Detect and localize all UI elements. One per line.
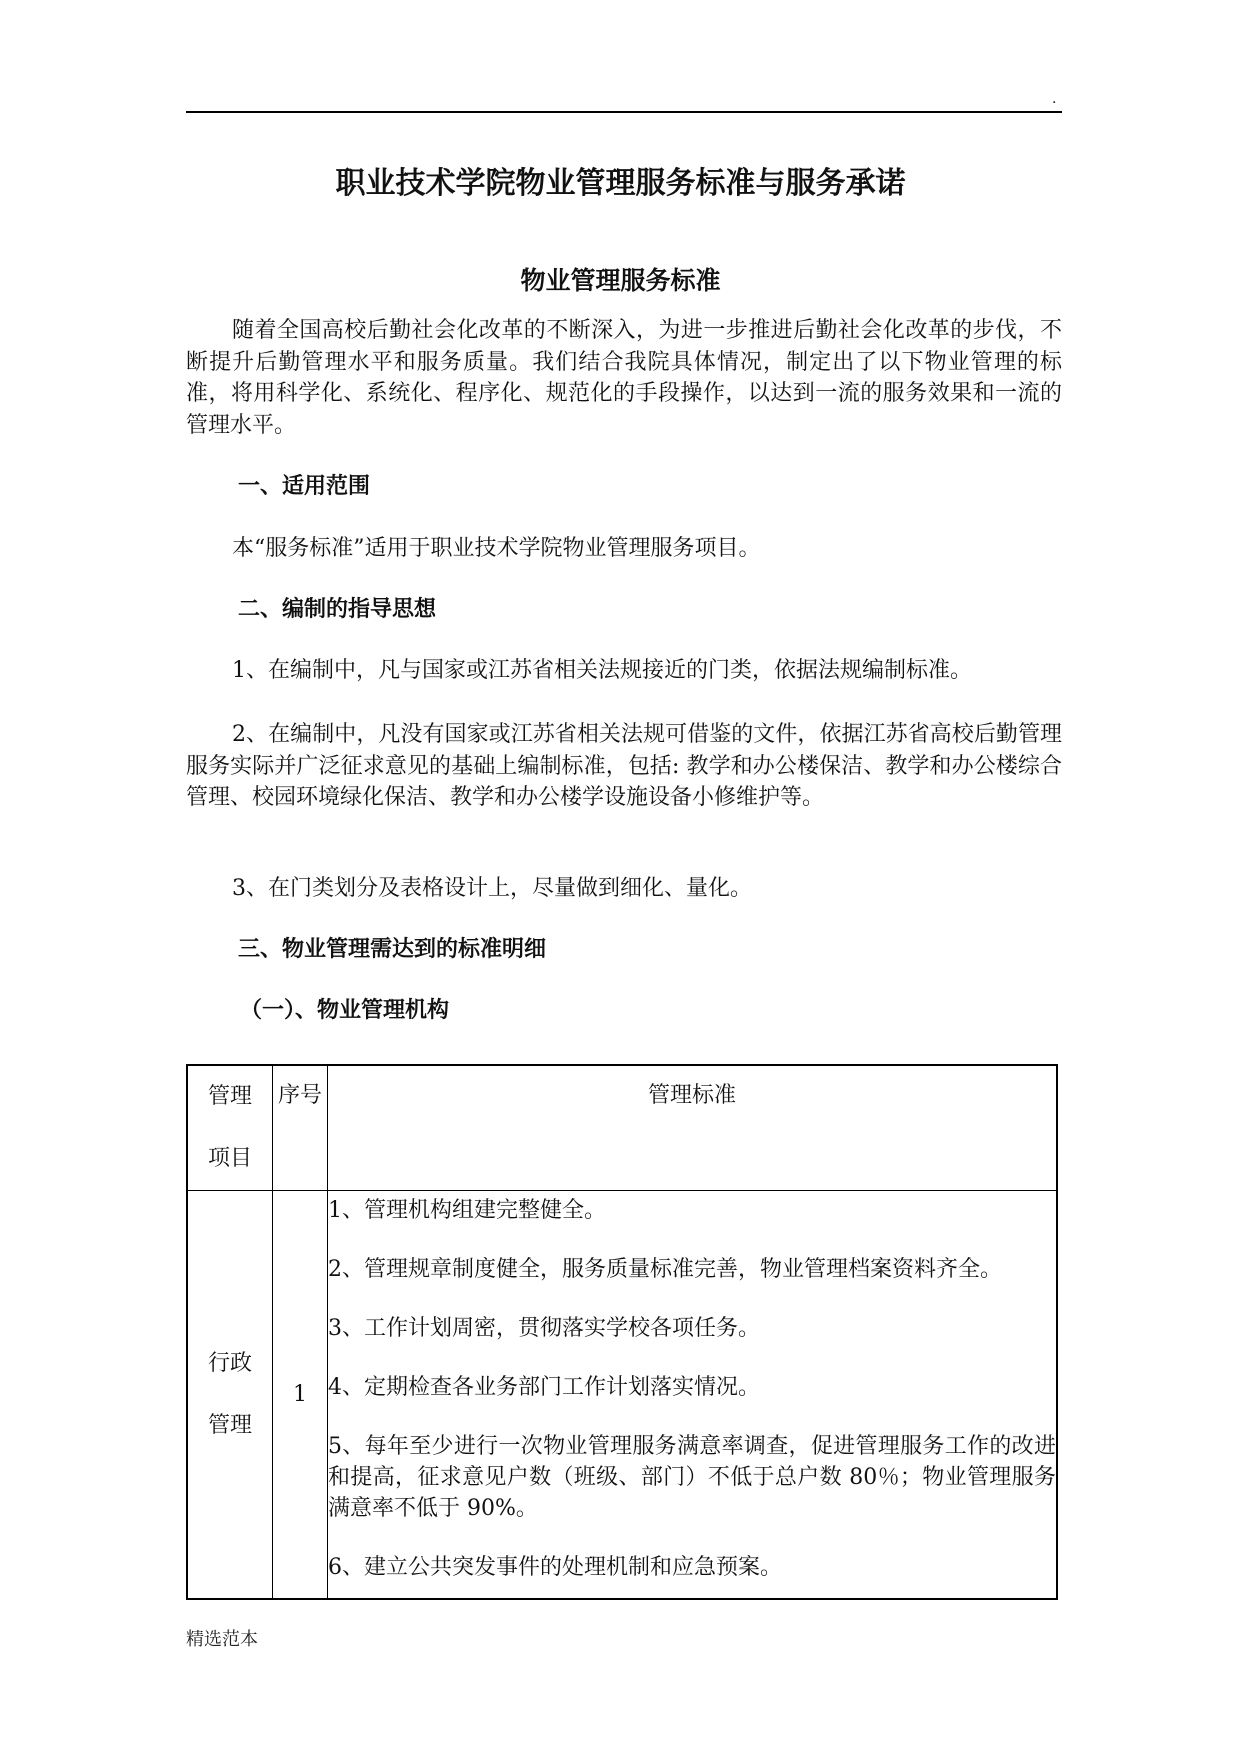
guideline-item-1: 1、在编制中，凡与国家或江苏省相关法规接近的门类，依据法规编制标准。 <box>232 658 972 683</box>
section-title: 物业管理服务标准 <box>520 266 721 295</box>
row-seq: 1 <box>273 1191 328 1600</box>
standards-table <box>186 1064 1058 1600</box>
document-title: 职业技术学院物业管理服务标准与服务承诺 <box>335 166 906 201</box>
standard-line: 2、管理规章制度健全，服务质量标准完善，物业管理档案资料齐全。 <box>328 1257 1002 1282</box>
subheading-management-org: （一）、物业管理机构 <box>240 998 450 1023</box>
standard-line: 5、每年至少进行一次物业管理服务满意率调查，促进管理服务工作的改进和提高，征求意见户数（班级、部门）不低于总户数 80％；物业管理服务满意率不低于 90%。 <box>328 1434 1056 1521</box>
row-item <box>187 1191 273 1600</box>
row-standards <box>328 1191 1058 1600</box>
heading-standard-details: 三、物业管理需达到的标准明细 <box>238 937 547 962</box>
header-item <box>187 1065 273 1191</box>
table-header-row <box>187 1065 1057 1191</box>
standard-line: 4、定期检查各业务部门工作计划落实情况。 <box>328 1375 760 1400</box>
table-row <box>187 1191 1057 1600</box>
header-mark: . <box>1052 91 1057 107</box>
guideline-item-2: 2、在编制中，凡没有国家或江苏省相关法规可借鉴的文件，依据江苏省高校后勤管理服务实际并广泛征求意见的基础上编制标准，包括: 教学和办公楼保洁、教学和办公楼综合管理、校园环境绿化保洁、教学和办公楼学设施设备小修维护等。 <box>186 722 1062 810</box>
header-standard: 管理标准 <box>328 1065 1058 1191</box>
header-seq: 序号 <box>273 1065 328 1191</box>
header-item-line1: 管理 <box>207 1084 252 1109</box>
intro-paragraph: 随着全国高校后勤社会化改革的不断深入，为进一步推进后勤社会化改革的步伐，不断提升后勤管理水平和服务质量。我们结合我院具体情况，制定出了以下物业管理的标准，将用科学化、系统化、程序化、规范化的手段操作，以达到一流的服务效果和一流的管理水平。 <box>186 318 1062 438</box>
row-item-line2: 管理 <box>207 1412 252 1438</box>
header-rule <box>186 111 1062 113</box>
heading-scope: 一、适用范围 <box>238 474 371 499</box>
standard-line: 1、管理机构组建完整健全。 <box>328 1198 606 1223</box>
guideline-item-3: 3、在门类划分及表格设计上，尽量做到细化、量化。 <box>232 876 752 901</box>
row-item-line1: 行政 <box>207 1350 252 1376</box>
standard-line: 3、工作计划周密，贯彻落实学校各项任务。 <box>328 1316 760 1341</box>
footer-label: 精选范本 <box>186 1629 258 1650</box>
header-item-line2: 项目 <box>207 1146 252 1171</box>
scope-paragraph: 本“服务标准”适用于职业技术学院物业管理服务项目。 <box>232 536 761 561</box>
heading-guideline: 二、编制的指导思想 <box>238 597 437 622</box>
standard-line: 6、建立公共突发事件的处理机制和应急预案。 <box>328 1555 782 1580</box>
